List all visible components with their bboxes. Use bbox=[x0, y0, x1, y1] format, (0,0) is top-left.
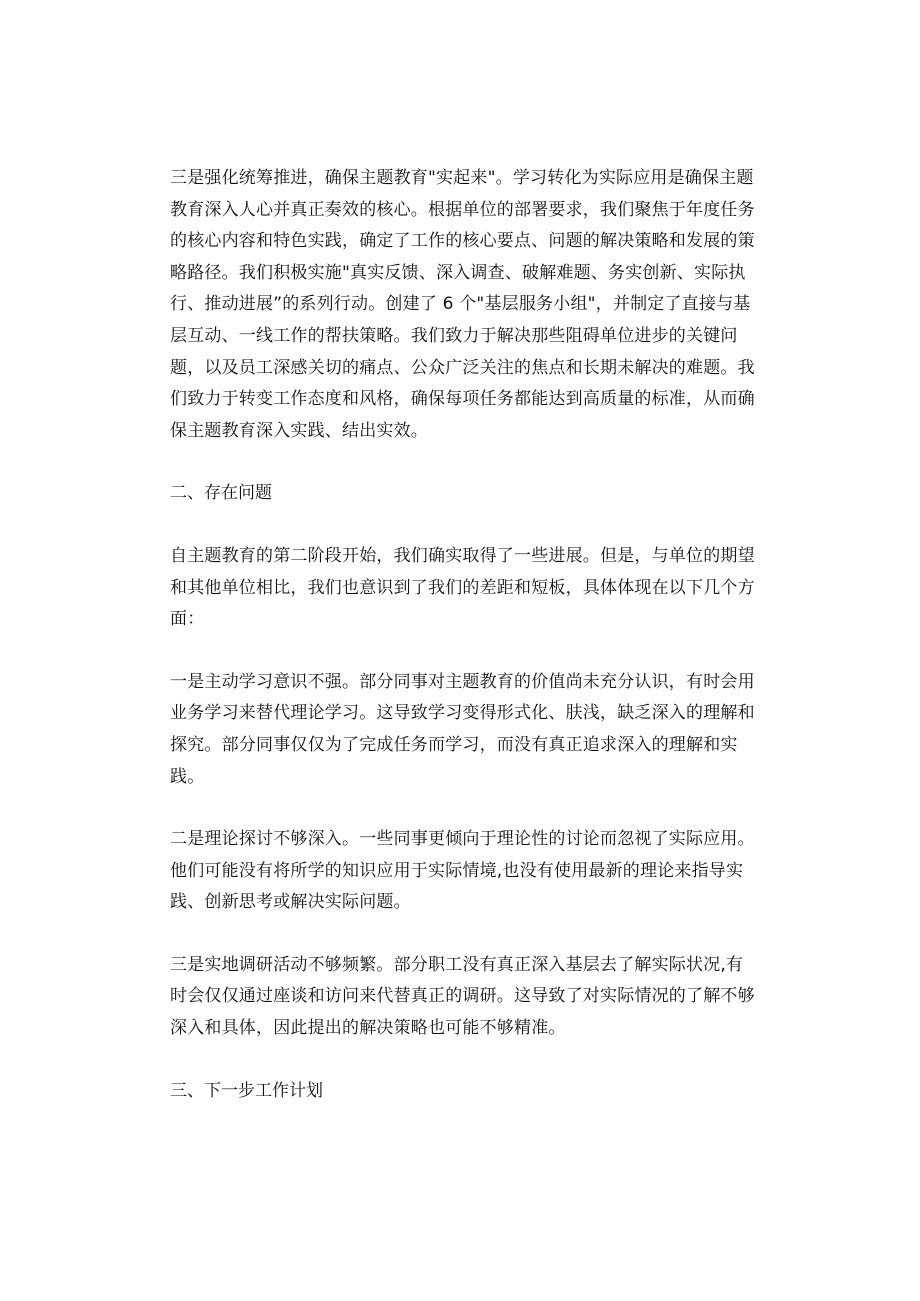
section-heading-existing-problems: 二、存在问题 bbox=[170, 483, 272, 504]
paragraph-integration-advancement: 三是强化统筹推进，确保主题教育"实起来"。学习转化为实际应用是确保主题教育深入人心并真正奏效的核心。根据单位的部署要求，我们聚焦于年度任务的核心内容和特色实践，确定了工作的核心要点、问题的解决策略和发展的策略路径。我们积极实施"真实反馈、深入调查、破解难题、务实创新、实际执行、推动进展”的系列行动。创建了 6 个"基层服务小组"，并制定了直接与基层互动、一线工作的帮扶策略。我们致力于解决那些阻碍单位进步的关键问题，以及员工深感关切的痛点、公众广泛关注的焦点和长期未解决的难题。我们致力于转变工作态度和风格，确保每项任务都能达到高质量的标准，从而确保主题教育深入实践、结出实效。 bbox=[170, 168, 755, 441]
paragraph-problem-learning-awareness: 一是主动学习意识不强。部分同事对主题教育的价值尚未充分认识，有时会用业务学习来替代理论学习。这导致学习变得形式化、肤浅，缺乏深入的理解和探究。部分同事仅仅为了完成任务而学习，而没有真正追求深入的理解和实践。 bbox=[170, 671, 755, 787]
paragraph-problems-intro: 自主题教育的第二阶段开始，我们确实取得了一些进展。但是，与单位的期望和其他单位相比，我们也意识到了我们的差距和短板，具体体现在以下几个方面： bbox=[170, 545, 755, 630]
section-heading-next-steps: 三、下一步工作计划 bbox=[170, 1080, 323, 1101]
paragraph-problem-field-research: 三是实地调研活动不够频繁。部分职工没有真正深入基层去了解实际状况,有时会仅仅通过座谈和访问来代替真正的调研。这导致了对实际情况的了解不够深入和具体，因此提出的解决策略也可能不够精准。 bbox=[170, 954, 755, 1039]
paragraph-problem-theory-discussion: 二是理论探讨不够深入。一些同事更倾向于理论性的讨论而忽视了实际应用。他们可能没有将所学的知识应用于实际情境,也没有使用最新的理论来指导实践、创新思考或解决实际问题。 bbox=[170, 829, 755, 913]
document-body bbox=[170, 163, 756, 1107]
